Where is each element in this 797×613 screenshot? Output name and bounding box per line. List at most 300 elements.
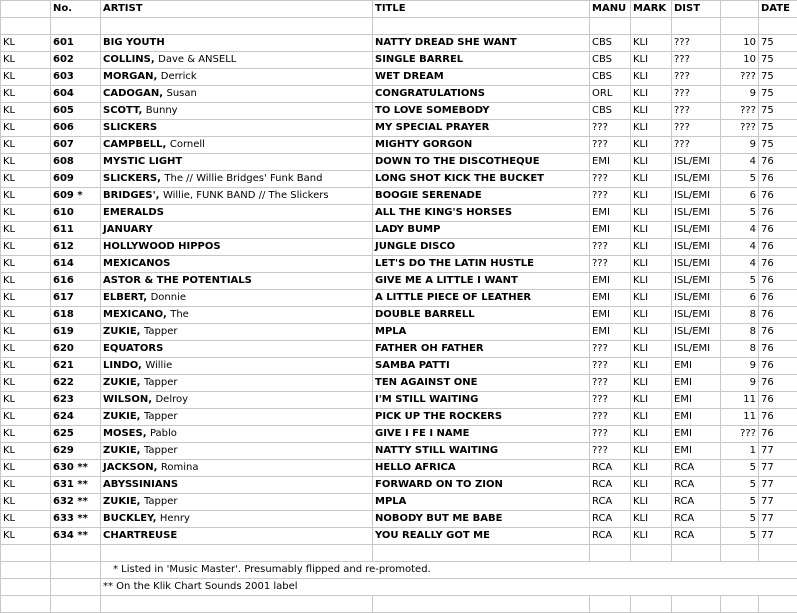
cell-prefix: KL (1, 443, 51, 460)
cell-manu: CBS (590, 103, 631, 120)
cell-month: 11 (721, 392, 759, 409)
cell-mark: KLI (631, 477, 672, 494)
cell-catalog-no: 611 (51, 222, 101, 239)
table-row (1, 528, 797, 545)
cell-title: PICK UP THE ROCKERS (373, 409, 590, 426)
cell-prefix: KL (1, 477, 51, 494)
cell-dist: ISL/EMI (672, 154, 721, 171)
cell-catalog-no: 603 (51, 69, 101, 86)
cell-dist: ISL/EMI (672, 307, 721, 324)
empty-row (1, 545, 797, 562)
cell-prefix: KL (1, 511, 51, 528)
cell-dist: ISL/EMI (672, 273, 721, 290)
cell-prefix: KL (1, 392, 51, 409)
cell-title: A LITTLE PIECE OF LEATHER (373, 290, 590, 307)
empty-cell (631, 596, 672, 613)
cell-catalog-no: 602 (51, 52, 101, 69)
cell-dist: RCA (672, 528, 721, 545)
cell-manu: EMI (590, 205, 631, 222)
cell-artist (101, 341, 373, 358)
empty-cell (373, 545, 590, 562)
cell-artist (101, 426, 373, 443)
cell-prefix: KL (1, 239, 51, 256)
table-row (1, 494, 797, 511)
cell-manu: ??? (590, 239, 631, 256)
cell-catalog-no: 605 (51, 103, 101, 120)
cell-mark: KLI (631, 341, 672, 358)
cell-title: DOWN TO THE DISCOTHEQUE (373, 154, 590, 171)
cell-title: MPLA (373, 324, 590, 341)
footnote-2: ** On the Klik Chart Sounds 2001 label (101, 579, 797, 596)
cell-catalog-no: 620 (51, 341, 101, 358)
cell-mark: KLI (631, 171, 672, 188)
cell-manu: ??? (590, 375, 631, 392)
cell-mark: KLI (631, 239, 672, 256)
cell-year: 77 (759, 443, 797, 460)
cell-mark: KLI (631, 256, 672, 273)
cell-dist: ??? (672, 137, 721, 154)
cell-title: NATTY DREAD SHE WANT (373, 35, 590, 52)
artist-given: The (170, 309, 189, 320)
cell-title: DOUBLE BARRELL (373, 307, 590, 324)
header-no: No. (51, 1, 101, 18)
cell-year: 75 (759, 103, 797, 120)
cell-mark: KLI (631, 409, 672, 426)
cell-manu: ??? (590, 120, 631, 137)
empty-cell (590, 545, 631, 562)
cell-prefix: KL (1, 375, 51, 392)
artist-surname: MEXICANO, (103, 309, 171, 320)
cell-title: FORWARD ON TO ZION (373, 477, 590, 494)
artist-surname: HOLLYWOOD HIPPOS (103, 241, 221, 252)
cell-mark: KLI (631, 511, 672, 528)
table-row (1, 171, 797, 188)
header-dist: DIST (672, 1, 721, 18)
cell-year: 76 (759, 341, 797, 358)
cell-prefix: KL (1, 86, 51, 103)
cell-artist (101, 103, 373, 120)
cell-month: 5 (721, 171, 759, 188)
table-row (1, 443, 797, 460)
cell-artist (101, 239, 373, 256)
cell-catalog-no: 632 ** (51, 494, 101, 511)
cell-artist (101, 120, 373, 137)
cell-mark: KLI (631, 222, 672, 239)
cell-year: 76 (759, 222, 797, 239)
cell-month: 4 (721, 256, 759, 273)
cell-dist: EMI (672, 358, 721, 375)
empty-cell (101, 545, 373, 562)
footnote-1: * Listed in 'Music Master'. Presumably flipped and re-promoted. (101, 562, 797, 579)
cell-dist: RCA (672, 477, 721, 494)
cell-manu: CBS (590, 52, 631, 69)
cell-mark: KLI (631, 35, 672, 52)
header-title: TITLE (373, 1, 590, 18)
artist-given: Tapper (143, 445, 178, 456)
artist-surname: EMERALDS (103, 207, 164, 218)
empty-cell (672, 596, 721, 613)
cell-year: 76 (759, 256, 797, 273)
header-manu: MANU (590, 1, 631, 18)
cell-artist (101, 477, 373, 494)
empty-cell (590, 596, 631, 613)
artist-surname: SLICKERS (103, 122, 158, 133)
table-row (1, 324, 797, 341)
cell-catalog-no: 624 (51, 409, 101, 426)
cell-dist: ??? (672, 103, 721, 120)
cell-title: YOU REALLY GOT ME (373, 528, 590, 545)
cell-month: 5 (721, 511, 759, 528)
cell-mark: KLI (631, 52, 672, 69)
header-mark: MARK (631, 1, 672, 18)
artist-surname: MORGAN, (103, 71, 161, 82)
cell-dist: ISL/EMI (672, 290, 721, 307)
cell-prefix: KL (1, 154, 51, 171)
cell-artist (101, 307, 373, 324)
cell-title: MPLA (373, 494, 590, 511)
cell-month: 1 (721, 443, 759, 460)
cell-year: 75 (759, 52, 797, 69)
cell-catalog-no: 631 ** (51, 477, 101, 494)
cell-mark: KLI (631, 358, 672, 375)
empty-row (1, 18, 797, 35)
artist-surname: SLICKERS, (103, 173, 165, 184)
cell-month: 6 (721, 188, 759, 205)
table-row (1, 290, 797, 307)
cell-title: TO LOVE SOMEBODY (373, 103, 590, 120)
cell-artist (101, 69, 373, 86)
cell-mark: KLI (631, 69, 672, 86)
cell-artist (101, 273, 373, 290)
cell-month: ??? (721, 120, 759, 137)
cell-month: 8 (721, 307, 759, 324)
cell-mark: KLI (631, 375, 672, 392)
cell-prefix: KL (1, 426, 51, 443)
artist-given: Cornell (169, 139, 205, 150)
cell-manu: ??? (590, 256, 631, 273)
cell-month: 9 (721, 86, 759, 103)
table-row (1, 409, 797, 426)
cell-artist (101, 188, 373, 205)
cell-dist: EMI (672, 409, 721, 426)
cell-year: 75 (759, 35, 797, 52)
cell-prefix: KL (1, 256, 51, 273)
cell-month: 5 (721, 494, 759, 511)
cell-mark: KLI (631, 188, 672, 205)
cell-artist (101, 375, 373, 392)
cell-catalog-no: 617 (51, 290, 101, 307)
cell-year: 76 (759, 392, 797, 409)
cell-year: 76 (759, 239, 797, 256)
cell-dist: ISL/EMI (672, 171, 721, 188)
cell-dist: ??? (672, 69, 721, 86)
artist-surname: ZUKIE, (103, 377, 144, 388)
cell-title: ALL THE KING'S HORSES (373, 205, 590, 222)
cell-manu: CBS (590, 69, 631, 86)
empty-cell (51, 545, 101, 562)
cell-prefix: KL (1, 290, 51, 307)
cell-dist: ??? (672, 35, 721, 52)
cell-prefix: KL (1, 35, 51, 52)
table-row (1, 154, 797, 171)
cell-manu: CBS (590, 35, 631, 52)
cell-title: LADY BUMP (373, 222, 590, 239)
cell-artist (101, 154, 373, 171)
cell-catalog-no: 634 ** (51, 528, 101, 545)
cell-month: 4 (721, 154, 759, 171)
empty-cell (1, 545, 51, 562)
cell-dist: ISL/EMI (672, 188, 721, 205)
cell-artist (101, 52, 373, 69)
empty-cell (721, 596, 759, 613)
cell-catalog-no: 619 (51, 324, 101, 341)
cell-mark: KLI (631, 120, 672, 137)
artist-given: Tapper (143, 326, 178, 337)
cell-dist: ISL/EMI (672, 222, 721, 239)
table-row (1, 460, 797, 477)
cell-artist (101, 511, 373, 528)
cell-manu: ??? (590, 443, 631, 460)
cell-catalog-no: 630 ** (51, 460, 101, 477)
cell-mark: KLI (631, 528, 672, 545)
cell-month: 8 (721, 324, 759, 341)
cell-year: 77 (759, 460, 797, 477)
artist-given: Dave & ANSELL (158, 54, 237, 65)
cell-catalog-no: 606 (51, 120, 101, 137)
cell-manu: RCA (590, 528, 631, 545)
table-row (1, 375, 797, 392)
artist-surname: BRIDGES', (103, 190, 163, 201)
artist-surname: JACKSON, (103, 462, 161, 473)
cell-year: 76 (759, 273, 797, 290)
cell-dist: RCA (672, 460, 721, 477)
artist-surname: MYSTIC LIGHT (103, 156, 183, 167)
cell-prefix: KL (1, 137, 51, 154)
cell-prefix: KL (1, 222, 51, 239)
cell-year: 76 (759, 324, 797, 341)
cell-catalog-no: 607 (51, 137, 101, 154)
cell-prefix: KL (1, 188, 51, 205)
cell-artist (101, 460, 373, 477)
artist-given: Willie (145, 360, 173, 371)
artist-given: Donnie (150, 292, 187, 303)
cell-catalog-no: 612 (51, 239, 101, 256)
cell-catalog-no: 625 (51, 426, 101, 443)
cell-month: 5 (721, 273, 759, 290)
cell-month: 9 (721, 358, 759, 375)
cell-catalog-no: 621 (51, 358, 101, 375)
cell-catalog-no: 614 (51, 256, 101, 273)
artist-surname: WILSON, (103, 394, 156, 405)
cell-catalog-no: 618 (51, 307, 101, 324)
header-cell-blank (1, 1, 51, 18)
header-date: DATE (759, 1, 797, 18)
cell-artist (101, 205, 373, 222)
cell-month: 4 (721, 222, 759, 239)
cell-mark: KLI (631, 443, 672, 460)
empty-cell (51, 579, 101, 596)
cell-prefix: KL (1, 341, 51, 358)
cell-artist (101, 409, 373, 426)
artist-given: The // Willie Bridges' Funk Band (164, 173, 323, 184)
cell-mark: KLI (631, 426, 672, 443)
cell-artist (101, 528, 373, 545)
cell-dist: RCA (672, 511, 721, 528)
table-row (1, 137, 797, 154)
cell-manu: RCA (590, 477, 631, 494)
cell-title: LET'S DO THE LATIN HUSTLE (373, 256, 590, 273)
table-row (1, 477, 797, 494)
table-row (1, 307, 797, 324)
table-row (1, 188, 797, 205)
artist-surname: ZUKIE, (103, 411, 144, 422)
cell-month: ??? (721, 69, 759, 86)
cell-year: 76 (759, 188, 797, 205)
artist-surname: MEXICANOS (103, 258, 171, 269)
cell-catalog-no: 629 (51, 443, 101, 460)
cell-title: BOOGIE SERENADE (373, 188, 590, 205)
cell-mark: KLI (631, 103, 672, 120)
table-row (1, 358, 797, 375)
empty-cell (51, 596, 101, 613)
footnote-row (1, 562, 797, 579)
table-row (1, 52, 797, 69)
cell-manu: ORL (590, 86, 631, 103)
cell-month: 8 (721, 341, 759, 358)
empty-cell (1, 562, 51, 579)
cell-year: 75 (759, 86, 797, 103)
cell-manu: ??? (590, 188, 631, 205)
cell-mark: KLI (631, 460, 672, 477)
cell-year: 76 (759, 205, 797, 222)
cell-title: WET DREAM (373, 69, 590, 86)
cell-catalog-no: 609 * (51, 188, 101, 205)
artist-surname: ELBERT, (103, 292, 151, 303)
cell-month: 9 (721, 375, 759, 392)
cell-manu: EMI (590, 290, 631, 307)
cell-manu: ??? (590, 341, 631, 358)
artist-given: Derrick (160, 71, 197, 82)
cell-prefix: KL (1, 52, 51, 69)
header-artist: ARTIST (101, 1, 373, 18)
cell-catalog-no: 601 (51, 35, 101, 52)
artist-surname: ZUKIE, (103, 496, 144, 507)
artist-surname: BUCKLEY, (103, 513, 160, 524)
cell-year: 75 (759, 120, 797, 137)
cell-year: 76 (759, 426, 797, 443)
cell-artist (101, 443, 373, 460)
cell-month: ??? (721, 103, 759, 120)
cell-title: GIVE I FE I NAME (373, 426, 590, 443)
cell-dist: EMI (672, 443, 721, 460)
cell-dist: EMI (672, 375, 721, 392)
cell-mark: KLI (631, 205, 672, 222)
cell-manu: EMI (590, 307, 631, 324)
cell-manu: EMI (590, 324, 631, 341)
artist-surname: MOSES, (103, 428, 150, 439)
cell-catalog-no: 604 (51, 86, 101, 103)
artist-given: Pablo (149, 428, 177, 439)
cell-prefix: KL (1, 409, 51, 426)
cell-year: 76 (759, 375, 797, 392)
table-row (1, 256, 797, 273)
cell-prefix: KL (1, 460, 51, 477)
cell-manu: RCA (590, 511, 631, 528)
table-row (1, 103, 797, 120)
artist-surname: ABYSSINIANS (103, 479, 179, 490)
artist-given: Susan (166, 88, 197, 99)
table-row (1, 222, 797, 239)
artist-surname: ZUKIE, (103, 326, 144, 337)
artist-given: Delroy (155, 394, 189, 405)
cell-title: TEN AGAINST ONE (373, 375, 590, 392)
cell-mark: KLI (631, 86, 672, 103)
cell-month: 9 (721, 137, 759, 154)
cell-month: ??? (721, 426, 759, 443)
cell-title: HELLO AFRICA (373, 460, 590, 477)
cell-title: NOBODY BUT ME BABE (373, 511, 590, 528)
empty-row (1, 596, 797, 613)
empty-cell (51, 562, 101, 579)
empty-cell (631, 545, 672, 562)
cell-title: MY SPECIAL PRAYER (373, 120, 590, 137)
table-row (1, 120, 797, 137)
cell-artist (101, 86, 373, 103)
cell-prefix: KL (1, 273, 51, 290)
artist-surname: EQUATORS (103, 343, 164, 354)
cell-dist: RCA (672, 494, 721, 511)
cell-month: 5 (721, 477, 759, 494)
cell-manu: ??? (590, 426, 631, 443)
cell-dist: ??? (672, 120, 721, 137)
cell-artist (101, 137, 373, 154)
cell-manu: ??? (590, 358, 631, 375)
footnote-row (1, 579, 797, 596)
cell-manu: RCA (590, 494, 631, 511)
artist-surname: JANUARY (103, 224, 153, 235)
cell-year: 76 (759, 307, 797, 324)
cell-month: 11 (721, 409, 759, 426)
cell-title: FATHER OH FATHER (373, 341, 590, 358)
cell-dist: ISL/EMI (672, 341, 721, 358)
artist-given: Tapper (143, 377, 178, 388)
cell-catalog-no: 622 (51, 375, 101, 392)
artist-given: Romina (160, 462, 199, 473)
artist-surname: ASTOR & THE POTENTIALS (103, 275, 252, 286)
cell-year: 76 (759, 154, 797, 171)
cell-catalog-no: 623 (51, 392, 101, 409)
cell-year: 76 (759, 290, 797, 307)
cell-dist: ISL/EMI (672, 324, 721, 341)
artist-surname: CHARTREUSE (103, 530, 178, 541)
table-row (1, 69, 797, 86)
cell-artist (101, 290, 373, 307)
empty-cell (101, 596, 373, 613)
cell-mark: KLI (631, 494, 672, 511)
header-cell-blank (721, 1, 759, 18)
cell-manu: ??? (590, 409, 631, 426)
cell-artist (101, 222, 373, 239)
table-row (1, 392, 797, 409)
cell-artist (101, 494, 373, 511)
table-row (1, 35, 797, 52)
cell-dist: EMI (672, 392, 721, 409)
cell-year: 75 (759, 69, 797, 86)
cell-artist (101, 35, 373, 52)
cell-month: 5 (721, 460, 759, 477)
cell-mark: KLI (631, 137, 672, 154)
cell-mark: KLI (631, 307, 672, 324)
